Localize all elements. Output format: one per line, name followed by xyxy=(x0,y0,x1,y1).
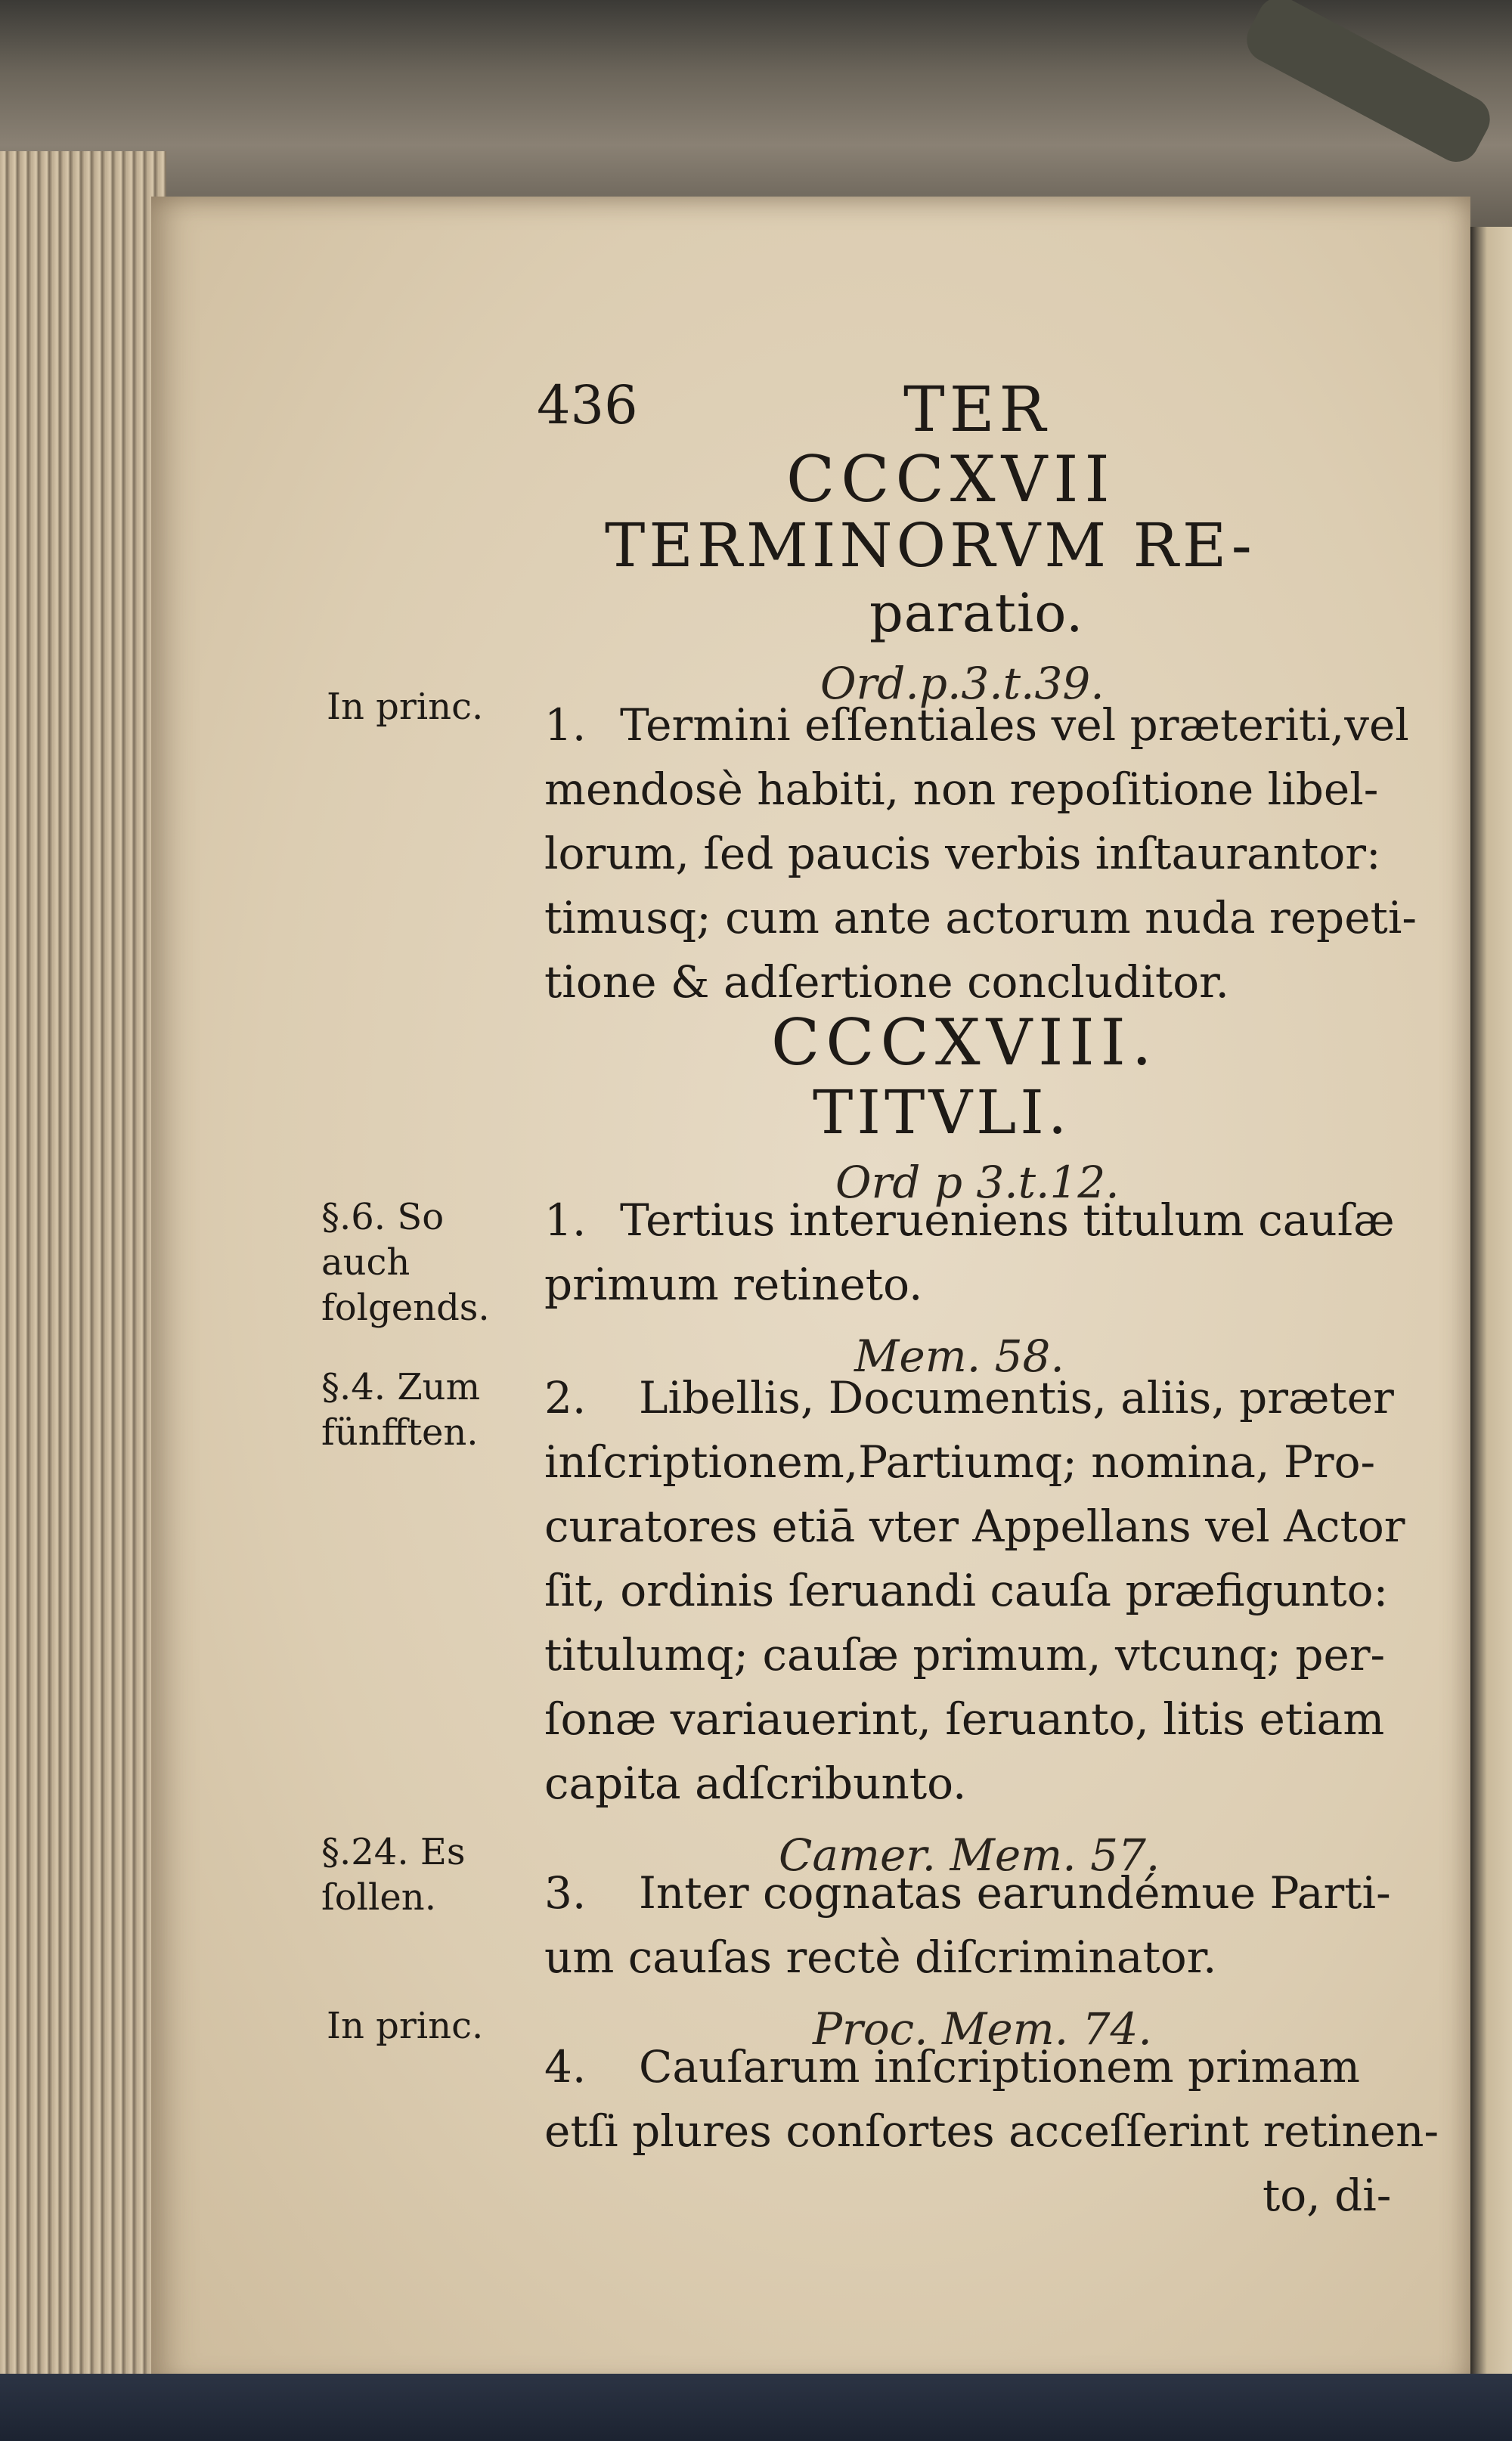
entry-number: 4. xyxy=(544,2041,587,2093)
body-line: capita adſcribunto. xyxy=(544,1758,967,1809)
margin-note: In princ. xyxy=(327,2005,484,2047)
ordinance-reference: Ord p 3.t.12. xyxy=(835,1157,1120,1208)
section-title: TERMINORVM RE- xyxy=(605,510,1256,581)
facing-page-edge xyxy=(1470,227,1512,2441)
memorial-reference: Mem. 58. xyxy=(854,1330,1064,1382)
running-head: TER xyxy=(903,374,1051,446)
margin-note: §.24. Es ſollen. xyxy=(321,1831,466,1919)
section-number: CCCXVIII. xyxy=(771,1005,1158,1080)
body-line: Tertius interueniens titulum cauſæ xyxy=(620,1194,1395,1246)
entry-number: 1. xyxy=(544,699,587,751)
body-line: ſit, ordinis ſeruandi cauſa præfigunto: xyxy=(544,1565,1389,1616)
body-line: Termini eſſentiales vel præteriti,vel xyxy=(620,699,1409,751)
catchword: to, di- xyxy=(1263,2170,1392,2221)
section-title-cont: paratio. xyxy=(869,582,1084,644)
bottom-shadow xyxy=(0,2374,1512,2441)
section-title: TITVLI. xyxy=(813,1077,1071,1148)
body-line: Inter cognatas earundémue Parti- xyxy=(639,1867,1391,1919)
page-number: 436 xyxy=(537,374,638,436)
body-line: etſi plures conſortes acceſſerint retinen- xyxy=(544,2105,1439,2157)
camera-memorial-reference: Camer. Mem. 57. xyxy=(779,1829,1160,1881)
body-line: titulumq; cauſæ primum, vtcunq; per- xyxy=(544,1629,1386,1681)
ordinance-reference: Ord.p.3.t.39. xyxy=(820,658,1105,709)
section-number: CCCXVII xyxy=(786,442,1116,516)
body-line: ſonæ variauerint, ſeruanto, litis etiam xyxy=(544,1693,1385,1745)
body-line: Cauſarum inſcriptionem primam xyxy=(639,2041,1360,2093)
body-line: primum retineto. xyxy=(544,1259,923,1310)
body-line: mendosè habiti, non repoſitione libel- xyxy=(544,764,1379,815)
body-line: inſcriptionem,Partiumq; nomina, Pro- xyxy=(544,1436,1376,1488)
process-memorial-reference: Proc. Mem. 74. xyxy=(813,2003,1152,2055)
margin-note: In princ. xyxy=(327,686,484,728)
entry-number: 1. xyxy=(544,1194,587,1246)
entry-number: 2. xyxy=(544,1372,587,1423)
page-edges xyxy=(0,151,166,2389)
body-line: um cauſas rectè diſcriminator. xyxy=(544,1931,1217,1983)
entry-number: 3. xyxy=(544,1867,587,1919)
body-line: curatores etiā vter Appellans vel Actor xyxy=(544,1501,1405,1552)
body-line: Libellis, Documentis, aliis, præter xyxy=(639,1372,1394,1423)
margin-note: §.4. Zum fünfften. xyxy=(321,1366,481,1454)
margin-note: §.6. So auch folgends. xyxy=(321,1196,490,1329)
body-line: lorum, ſed paucis verbis inſtaurantor: xyxy=(544,828,1381,879)
body-line: tione & adſertione concluditor. xyxy=(544,956,1229,1008)
body-line: timusq; cum ante actorum nuda repeti- xyxy=(544,892,1417,943)
